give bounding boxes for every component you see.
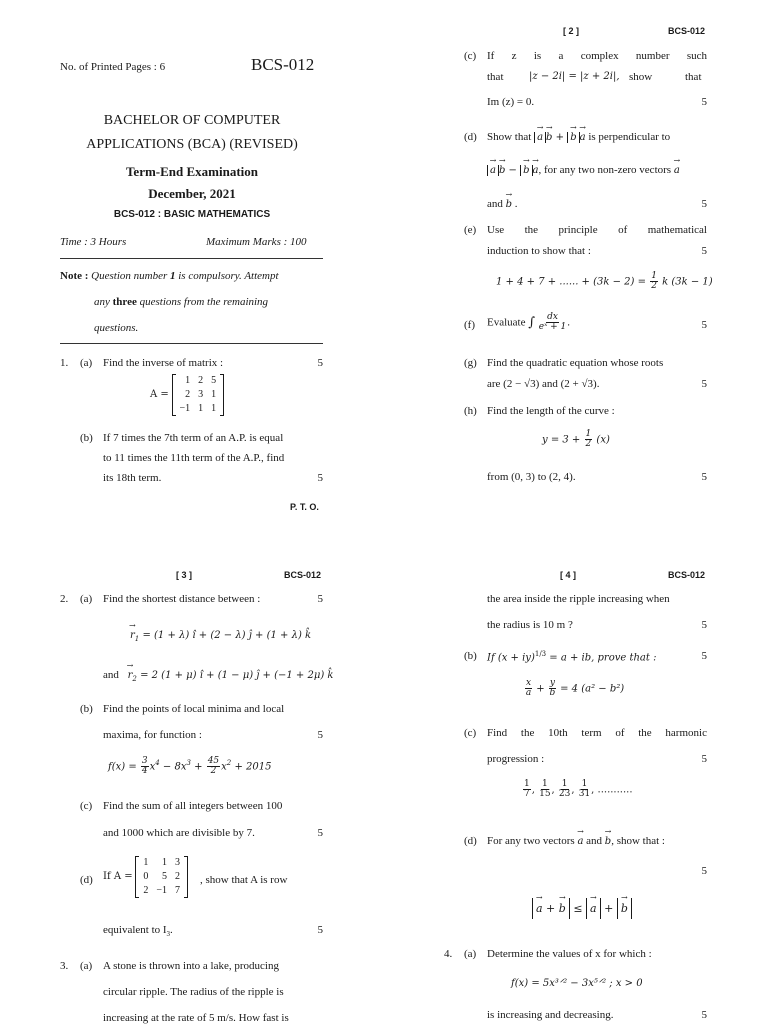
matrix-cell: 7 — [175, 885, 180, 896]
please-turn-over: P. T. O. — [290, 502, 319, 512]
word: complex — [580, 50, 619, 62]
q-f-text: Evaluate ∫ $\frac{dx}{\text{eˣ + 1}}$ . — [487, 312, 571, 333]
word: the — [524, 224, 539, 236]
q-h-line-2: from (0, 3) to (2, 4). — [487, 471, 576, 483]
line-r1-equation: → $r_1 = (1 + \lambda)$ î + (2 − λ) ĵ + (1 + λ) k̂ — [130, 630, 311, 643]
part-label: (d) — [464, 835, 477, 847]
part-label: (f) — [464, 319, 475, 331]
note-line-1: Note : Question number 1 is compulsory. Attempt — [60, 270, 279, 282]
q1b-line-1: If 7 times the 7th term of an A.P. is equal — [103, 432, 284, 444]
matrix-cell: 2 — [185, 389, 191, 400]
part-label: (h) — [464, 405, 477, 417]
q-e-equation: 1 + 4 + 7 + ...... + (3k − 2) = $\frac{1}{2}$ k (3k − 1) — [496, 271, 713, 292]
part-label: (d) — [464, 131, 477, 143]
part-label: (g) — [464, 357, 477, 369]
function-f-of-x: f(x) = $\frac{3}{4}$ $x^4 - 8x^3$ + $\frac{45}{2}$ $x^2 + 2015$ — [108, 756, 272, 777]
paper-code: BCS-012 — [668, 26, 706, 36]
matrix-a: A = 1 2 5 2 3 1 −1 1 1 — [150, 374, 224, 416]
q4a-line-2: is increasing and decreasing. — [487, 1009, 614, 1021]
divider — [60, 258, 323, 259]
paper-code: BCS-012 — [668, 570, 706, 580]
marks: 5 — [317, 729, 323, 741]
marks: 5 — [701, 96, 707, 108]
paper-code: BCS-012 — [251, 55, 315, 74]
part-label: (b) — [80, 703, 93, 715]
word: Find — [487, 727, 508, 739]
divider — [60, 343, 323, 344]
matrix-a-row-equivalent: If A = 1 1 3 0 5 2 2 −1 7 — [103, 856, 188, 898]
question-number: 2. — [60, 593, 69, 605]
marks: 5 — [701, 753, 707, 765]
q2c-line-2: and 1000 which are divisible by 7. — [103, 827, 255, 839]
q-c-show: show — [629, 71, 653, 83]
word: term — [581, 727, 602, 739]
marks: 5 — [317, 827, 323, 839]
matrix-cell: 2 — [143, 885, 149, 896]
q-h-equation: y = 3 + $\frac{1}{2}$ (x) — [542, 429, 610, 450]
q-g-line-1: Find the quadratic equation whose roots — [487, 357, 664, 369]
q3b-text: If (x + iy)$^{1/3}$ = a + ib, prove that : — [487, 650, 657, 664]
part-label: (b) — [464, 650, 477, 662]
part-label: (a) — [80, 960, 93, 972]
page-2 — [384, 0, 768, 512]
word: a — [558, 50, 564, 62]
word: harmonic — [665, 727, 707, 739]
page-3 — [0, 512, 384, 1024]
marks: 5 — [701, 471, 707, 483]
matrix-cell: −1 — [179, 403, 191, 414]
matrix-cell: 5 — [162, 871, 167, 882]
marks: 5 — [701, 319, 707, 331]
matrix-cell: 0 — [143, 871, 149, 882]
q3a-cont-line-2: the radius is 10 m ? — [487, 619, 573, 631]
q2b-line-1: Find the points of local minima and local — [103, 703, 285, 715]
matrix-cell: 1 — [198, 403, 204, 414]
time-allowed: Time : 3 Hours — [60, 236, 127, 248]
part-label: (e) — [464, 224, 477, 236]
q-c-line-1 — [487, 50, 707, 63]
maximum-marks: Maximum Marks : 100 — [206, 236, 307, 248]
exam-date: December, 2021 — [148, 186, 236, 201]
marks: 5 — [701, 619, 707, 631]
word: mathematical — [647, 224, 707, 236]
q3b-equation: $\frac{x}{a}$ + $\frac{y}{b}$ = 4 (a² − b²) — [525, 678, 625, 699]
hp-term: $\frac{1}{15}$ — [539, 779, 551, 800]
marks: 5 — [317, 593, 323, 605]
degree-title-line1: BACHELOR OF COMPUTER — [103, 113, 281, 128]
matrix-cell: 2 — [198, 375, 204, 386]
marks: 5 — [701, 1009, 707, 1021]
matrix-cell: 3 — [175, 857, 180, 868]
matrix-cell: 1 — [211, 403, 217, 414]
matrix-cell: 5 — [211, 375, 217, 386]
part-label: (a) — [464, 948, 477, 960]
marks: 5 — [701, 198, 707, 210]
q-c-line-3: Im (z) = 0. — [487, 96, 535, 108]
q-g-line-2: are (2 − √3) and (2 + √3). — [487, 378, 600, 390]
word: the — [520, 727, 535, 739]
word: 10th — [548, 727, 568, 739]
q1b-line-3: its 18th term. — [103, 472, 162, 484]
page-4 — [384, 512, 768, 1024]
matrix-cell: 1 — [185, 375, 191, 386]
q2d-line-2: equivalent to $I_3$. — [103, 924, 173, 939]
matrix-cell: 1 — [143, 857, 149, 868]
hp-term: $\frac{1}{7}$ — [524, 779, 530, 800]
q-c-that: that — [487, 71, 504, 83]
marks: 5 — [317, 472, 323, 484]
q2b-line-2: maxima, for function : — [103, 729, 202, 741]
page-1 — [0, 0, 384, 512]
q3a-cont-line-1: the area inside the ripple increasing when — [487, 593, 670, 605]
matrix-cell: 3 — [198, 389, 204, 400]
question-number: 4. — [444, 948, 453, 960]
q3c-line-1 — [487, 727, 707, 740]
word: number — [635, 50, 670, 62]
q2a-text: Find the shortest distance between : — [103, 593, 261, 605]
marks: 5 — [701, 650, 707, 662]
triangle-inequality: → a + → b ≤ → a + → b — [532, 902, 632, 915]
word: is — [533, 50, 542, 62]
marks: 5 — [317, 357, 323, 369]
part-label: (d) — [80, 874, 93, 886]
matrix-cell: −1 — [156, 885, 167, 896]
word: z — [511, 50, 517, 62]
marks: 5 — [701, 378, 707, 390]
q-d-line-1: Show that → a→ b + → b→ a is perpendicular to — [487, 131, 670, 144]
printed-pages: No. of Printed Pages : 6 — [60, 61, 166, 73]
q1b-line-2: to 11 times the 11th term of the A.P., find — [103, 452, 285, 464]
harmonic-progression: $\frac{1}{7}$ , $\frac{1}{15}$ , $\frac{1}{23}$ , $\frac{1}{31}$ , ........... — [524, 779, 633, 800]
word: principle — [558, 224, 598, 236]
degree-title-line2: APPLICATIONS (BCA) (REVISED) — [86, 137, 298, 152]
hp-term: $\frac{1}{31}$ — [578, 779, 591, 800]
note-line-3: questions. — [94, 322, 139, 334]
paper-code: BCS-012 — [284, 570, 322, 580]
matrix-cell: 1 — [162, 857, 167, 868]
word: of — [615, 727, 625, 739]
marks: 5 — [701, 865, 707, 877]
word: of — [618, 224, 628, 236]
q3d-text: For any two vectors → a and → b, show that : — [487, 835, 665, 848]
question-number: 3. — [60, 960, 69, 972]
q3a-line-3: increasing at the rate of 5 m/s. How fast is — [103, 1012, 289, 1024]
q-e-line-1 — [487, 224, 707, 237]
course-title: BCS-012 : BASIC MATHEMATICS — [113, 209, 271, 220]
part-label: (c) — [464, 727, 477, 739]
q-c-equation: |z − 2i| = |z + 2i|, — [529, 71, 620, 82]
q3c-line-2: progression : — [487, 753, 545, 765]
q-h-line-1: Find the length of the curve : — [487, 405, 615, 417]
q1a-text: Find the inverse of matrix : — [103, 357, 224, 369]
part-label: (a) — [80, 593, 93, 605]
part-label: (a) — [80, 357, 93, 369]
q2d-text: , show that A is row — [200, 874, 288, 886]
part-label: (c) — [464, 50, 477, 62]
part-label: (c) — [80, 800, 93, 812]
matrix-cell: 2 — [175, 871, 180, 882]
word: If — [487, 50, 495, 62]
note-line-2: any three questions from the remaining — [94, 296, 269, 308]
q2c-line-1: Find the sum of all integers between 100 — [103, 800, 283, 812]
word: such — [686, 50, 707, 62]
question-number: 1. — [60, 357, 69, 369]
matrix-cell: 1 — [211, 389, 217, 400]
page-number: [ 2 ] — [563, 26, 580, 36]
q-d-line-3: and → b . — [487, 198, 518, 211]
q4a-function: f(x) = 5x³ᐟ² − 3x⁵ᐟ² ; x > 0 — [511, 978, 643, 989]
page-number: [ 3 ] — [176, 570, 193, 580]
exam-title: Term-End Examination — [125, 164, 259, 179]
marks: 5 — [317, 924, 323, 936]
hp-term: $\frac{1}{23}$ — [558, 779, 571, 800]
marks: 5 — [701, 245, 707, 257]
q-e-line-2: induction to show that : — [487, 245, 591, 257]
q4a-text: Determine the values of x for which : — [487, 948, 652, 960]
q3a-line-2: circular ripple. The radius of the ripple is — [103, 986, 284, 998]
hp-ellipsis: ........... — [597, 784, 633, 796]
q-d-line-2: → a→ b − → b→ a, for any two non-zero vectors → a — [487, 164, 680, 177]
page-number: [ 4 ] — [560, 570, 577, 580]
q3a-line-1: A stone is thrown into a lake, producing — [103, 960, 279, 972]
line-r2-equation: and → $r_2 = 2$ (1 + μ) î + (1 − μ) ĵ + (−1 + 2μ) k̂ — [103, 669, 334, 683]
part-label: (b) — [80, 432, 93, 444]
q-c-that-2: that — [685, 71, 702, 83]
word: the — [638, 727, 652, 739]
word: Use — [487, 224, 505, 236]
